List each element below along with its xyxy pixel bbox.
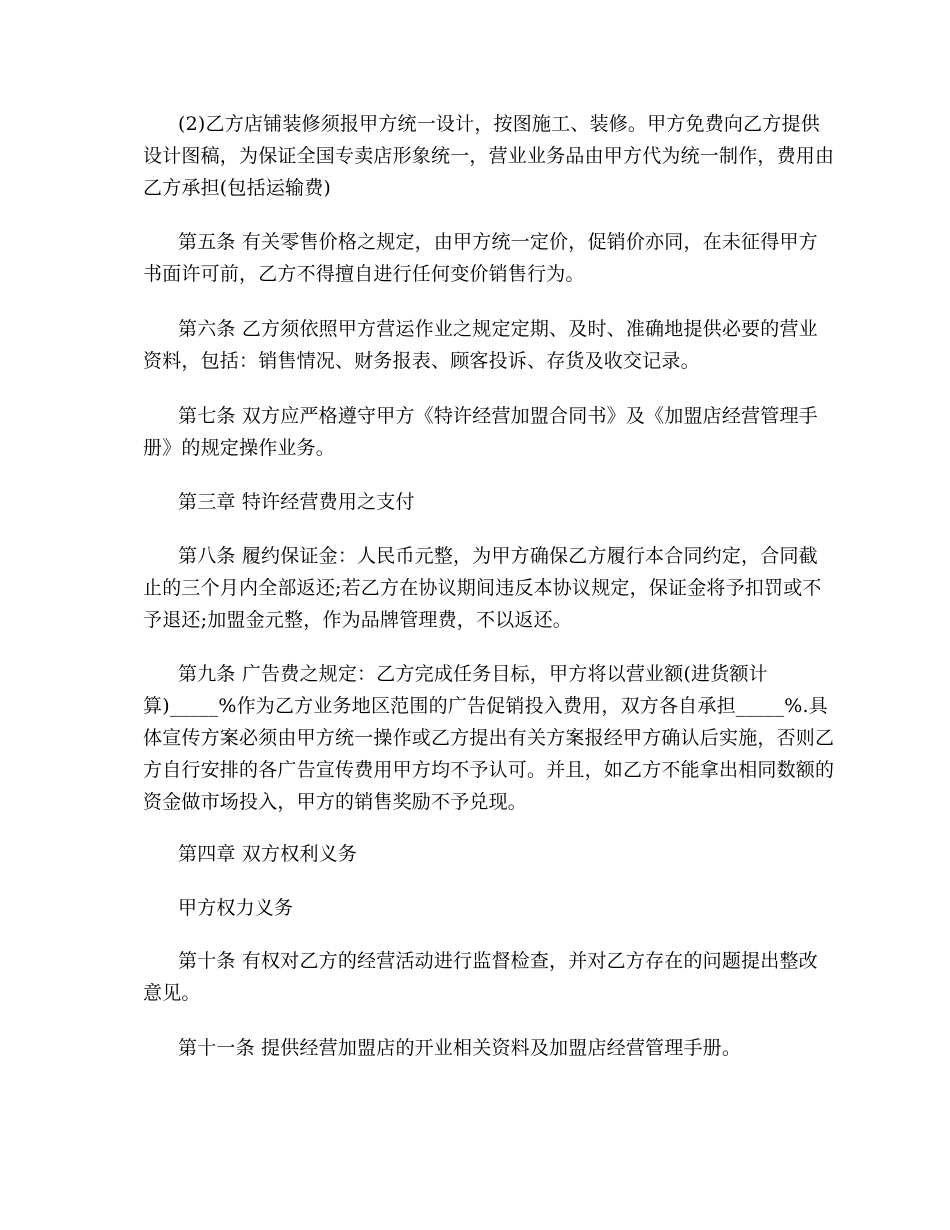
paragraph-article-6: [143, 313, 818, 377]
text-line: 体宣传方案必须由甲方统一操作或乙方提出有关方案报经甲方确认后实施，否则乙: [143, 727, 835, 749]
text-line: 第十一条 提供经营加盟店的开业相关资料及加盟店经营管理手册。: [178, 1037, 742, 1059]
paragraph-article-5: [143, 226, 818, 290]
text-line: 算)_____%作为乙方业务地区范围的广告促销投入费用，双方各自承担_____%.具: [143, 695, 828, 717]
paragraph-article-8: [143, 540, 822, 636]
text-line: 止的三个月内全部返还;若乙方在协议期间违反本协议规定，保证金将予扣罚或不: [143, 577, 822, 599]
text-line: 第三章 特许经营费用之支付: [178, 491, 415, 513]
text-line: 第四章 双方权利义务: [178, 843, 358, 865]
text-line: 第六条 乙方须依照甲方营运作业之规定定期、及时、准确地提供必要的营业: [178, 318, 818, 340]
text-line: 资料，包括：销售情况、财务报表、顾客投诉、存货及收交记录。: [143, 350, 700, 372]
paragraph-decoration-clause: [143, 108, 835, 204]
text-line: 第五条 有关零售价格之规定，由甲方统一定价，促销价亦同，在未征得甲方: [178, 231, 818, 253]
paragraph-article-11: [143, 1032, 815, 1064]
text-line: (2)乙方店铺装修须报甲方统一设计，按图施工、装修。甲方免费向乙方提供: [178, 113, 820, 135]
text-line: 第八条 履约保证金：人民币元整，为甲方确保乙方履行本合同约定，合同截: [178, 545, 818, 567]
text-line: 意见。: [143, 982, 201, 1004]
text-line: 乙方承担(包括运输费): [143, 177, 332, 199]
chapter-4-heading: [143, 838, 815, 870]
paragraph-article-7: [143, 400, 818, 464]
paragraph-article-10: [143, 945, 818, 1009]
party-a-heading: [143, 892, 815, 924]
text-line: 第七条 双方应严格遵守甲方《特许经营加盟合同书》及《加盟店经营管理手: [178, 405, 818, 427]
text-line: 甲方权力义务: [178, 897, 294, 919]
text-line: 第九条 广告费之规定：乙方完成任务目标，甲方将以营业额(进货额计: [178, 663, 768, 685]
text-line: 第十条 有权对乙方的经营活动进行监督检查，并对乙方存在的问题提出整改: [178, 950, 818, 972]
text-line: 方自行安排的各广告宣传费用甲方均不予认可。并且，如乙方不能拿出相同数额的: [143, 759, 835, 781]
text-line: 册》的规定操作业务。: [143, 437, 336, 459]
text-line: 予退还;加盟金元整，作为品牌管理费，不以返还。: [143, 609, 573, 631]
chapter-3-heading: [143, 486, 815, 518]
paragraph-article-9: [143, 658, 835, 818]
text-line: 资金做市场投入，甲方的销售奖励不予兑现。: [143, 791, 528, 813]
text-line: 书面许可前，乙方不得擅自进行任何变价销售行为。: [143, 263, 585, 285]
text-line: 设计图稿，为保证全国专卖店形象统一，营业业务品由甲方代为统一制作，费用由: [143, 145, 835, 167]
